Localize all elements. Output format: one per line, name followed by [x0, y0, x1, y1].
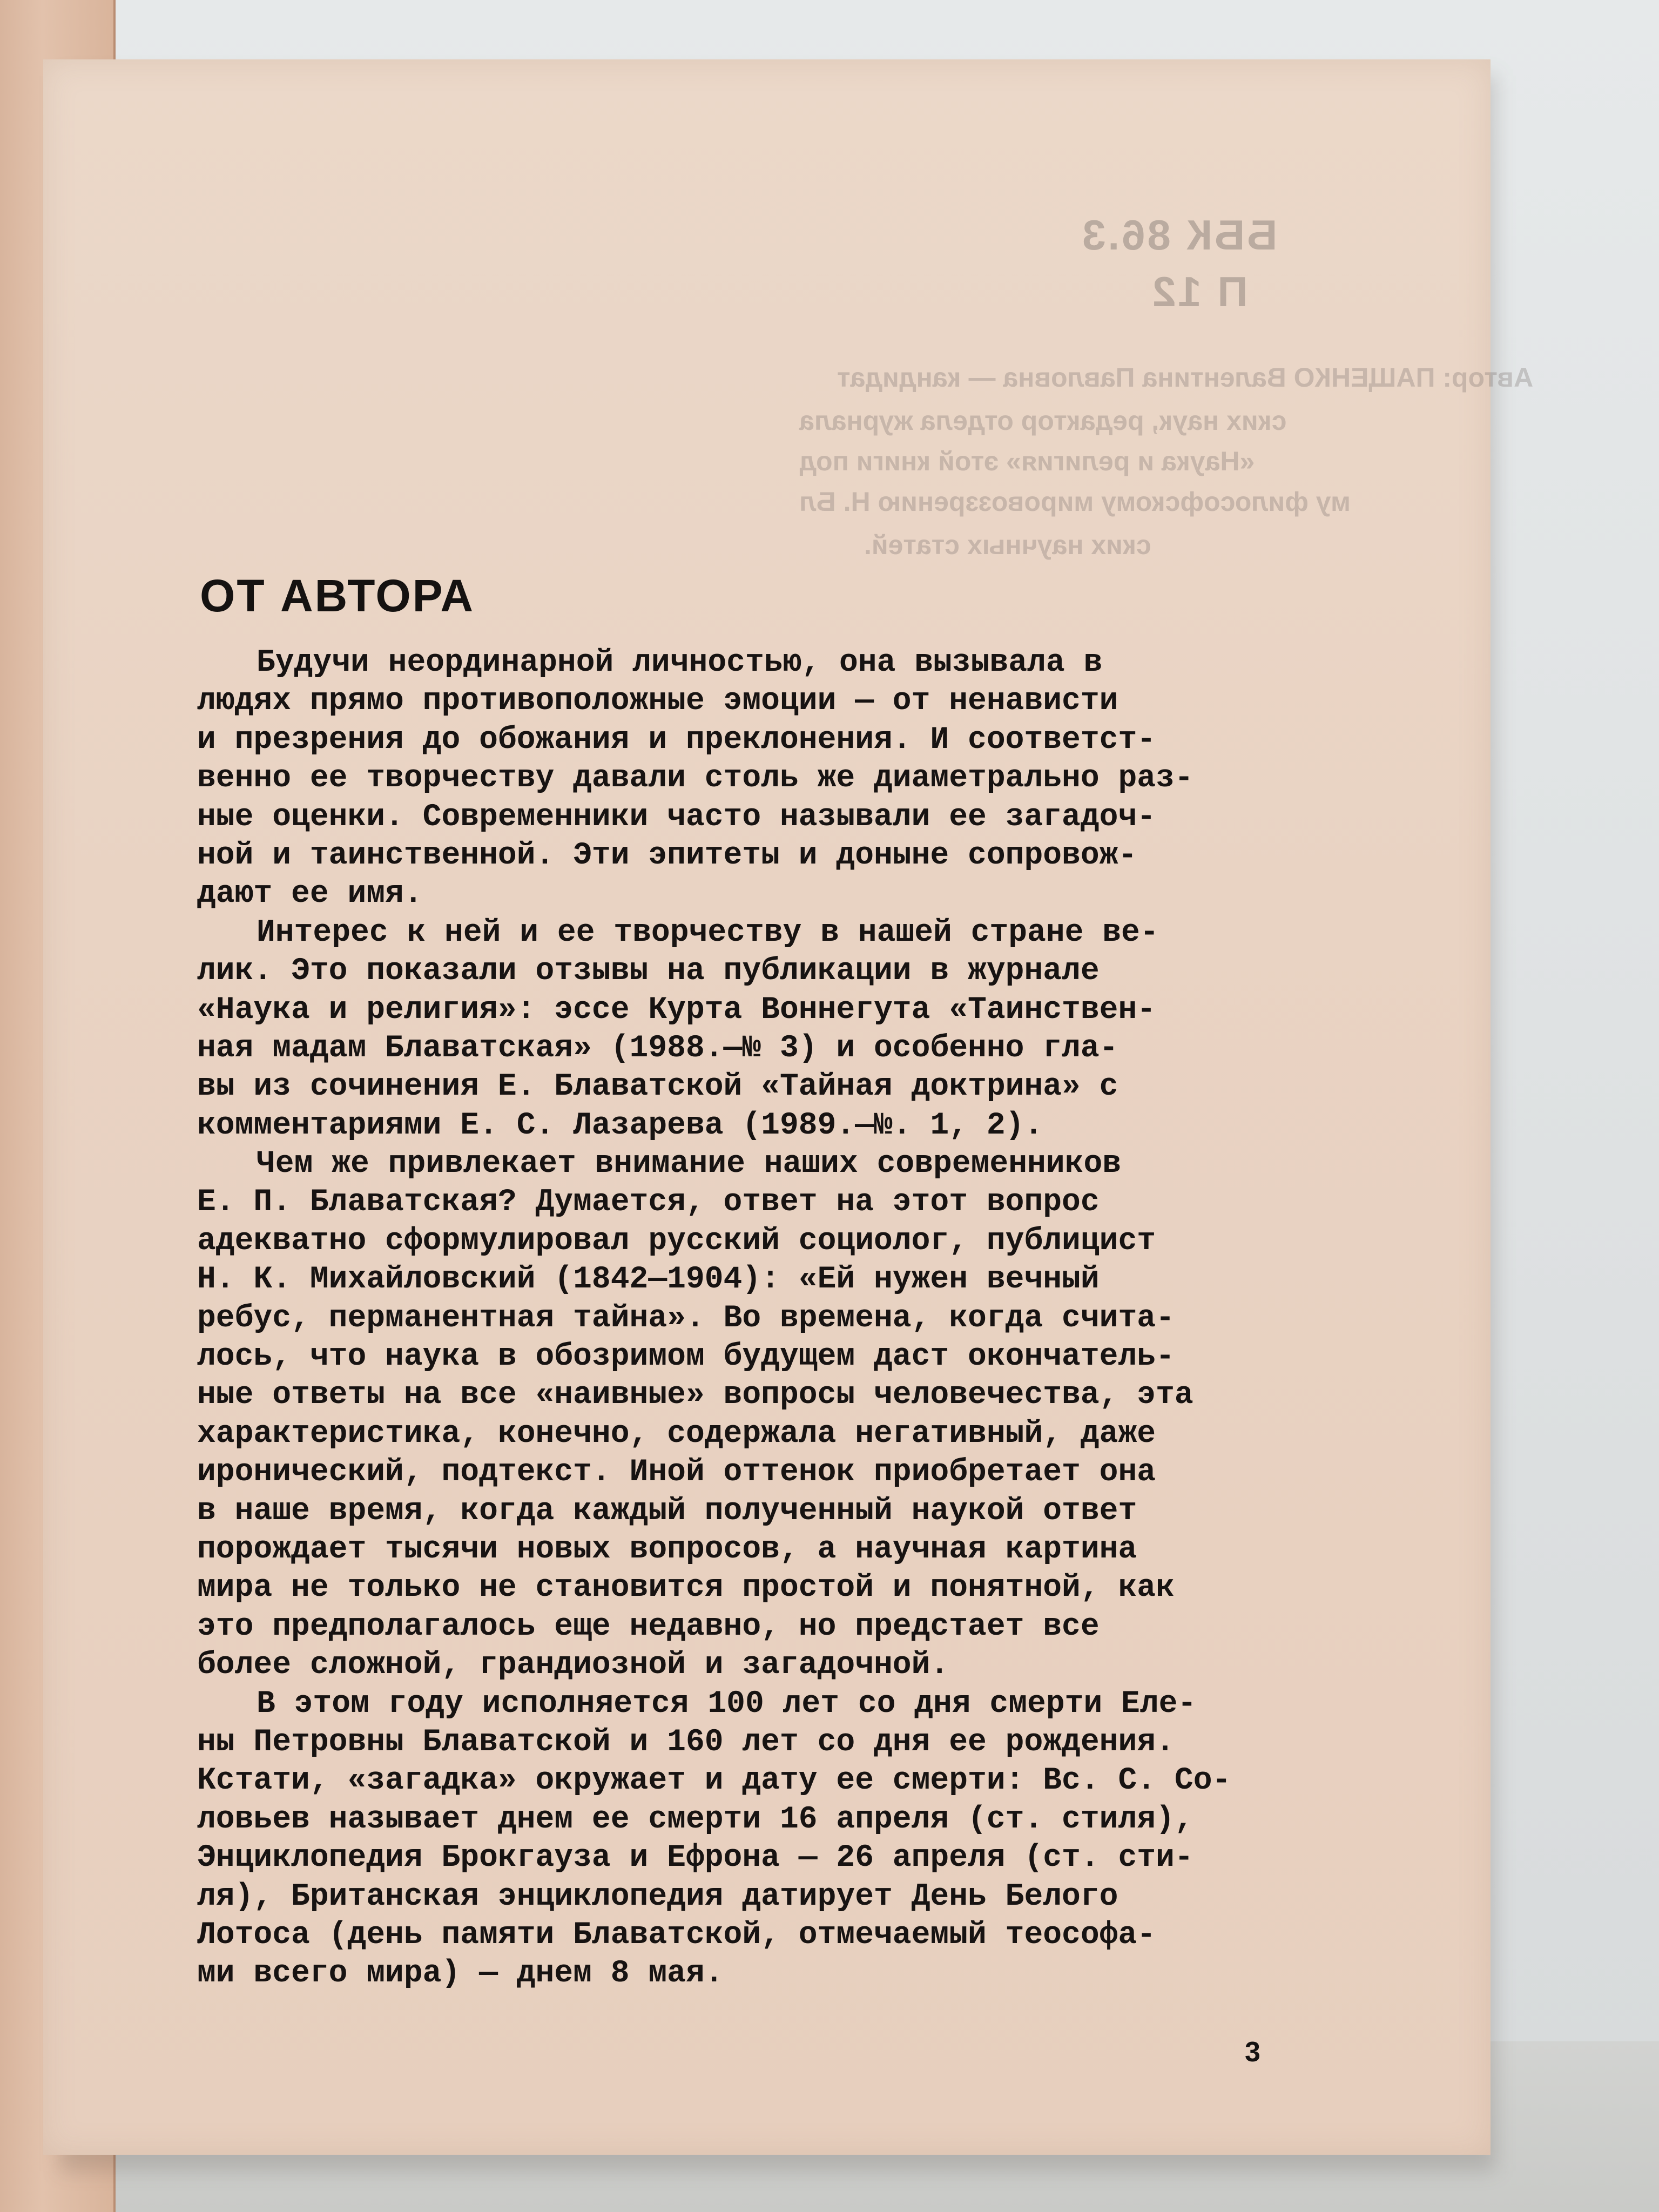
page-number: 3 [1245, 2036, 1260, 2068]
text-line: лось, что наука в обозримом будущем даст окончатель- [197, 1339, 1175, 1375]
paragraph-2 [197, 914, 1339, 1145]
ghost-code-line-1: ББК 86.3 [1080, 211, 1278, 259]
ghost-text-line: ских научных статей. [864, 530, 1151, 560]
text-line: ны Петровны Блаватской и 160 лет со дня ее рождения. [197, 1724, 1175, 1760]
text-line: ные оценки. Современники часто называли ее загадоч- [197, 799, 1156, 835]
text-line: Чем же привлекает внимание наших современников [257, 1147, 1122, 1182]
text-line: ми всего мира) — днем 8 мая. [197, 1956, 724, 1992]
ghost-code-line-2: П 12 [1150, 268, 1248, 315]
paragraph-3 [197, 1145, 1339, 1684]
ghost-text-line: Автор: ПАЩЕНКО Валентина Павловна — кандидат [837, 362, 1534, 393]
paragraph-1 [197, 644, 1339, 914]
text-line: лик. Это показали отзывы на публикации в журнале [197, 954, 1100, 989]
text-line: ные ответы на все «наивные» вопросы человечества, эта [197, 1378, 1193, 1413]
text-line: ловьев называет днем ее смерти 16 апреля (ст. стиля), [197, 1802, 1193, 1837]
text-line: Интерес к ней и ее творчеству в нашей стране ве- [257, 915, 1159, 950]
text-line: В этом году исполняется 100 лет со дня смерти Еле- [257, 1686, 1197, 1722]
text-line: Н. К. Михайловский (1842—1904): «Ей нужен вечный [197, 1262, 1100, 1298]
text-line: ная мадам Блаватская» (1988.—№ 3) и особенно гла- [197, 1030, 1118, 1066]
text-line: «Наука и религия»: эссе Курта Воннегута «Таинствен- [197, 992, 1156, 1028]
ghost-text-line: «Наука и религия» этой книги под [799, 446, 1255, 476]
text-line: адекватно сформулировал русский социолог, публицист [197, 1223, 1156, 1259]
text-line: и презрения до обожания и преклонения. И соответст- [197, 722, 1156, 758]
section-heading: ОТ АВТОРА [200, 570, 475, 621]
paragraph-4 [197, 1685, 1339, 1993]
ghost-text-line: му философскому мировоззрению Н. Бл [799, 487, 1351, 517]
text-line: порождает тысячи новых вопросов, а научная картина [197, 1532, 1137, 1567]
book-page [43, 59, 1534, 2155]
text-line: мира не только не становится простой и понятной, как [197, 1570, 1175, 1606]
text-line: Е. П. Блаватская? Думается, ответ на этот вопрос [197, 1185, 1100, 1220]
text-line: иронический, подтекст. Иной оттенок приобретает она [197, 1455, 1156, 1491]
text-line: более сложной, грандиозной и загадочной. [197, 1648, 949, 1683]
ghost-text-line: ских наук, редактор отдела журнала [799, 406, 1287, 436]
text-line: ля), Британская энциклопедия датирует День Белого [197, 1879, 1118, 1914]
text-line: это предполагалось еще недавно, но предстает все [197, 1609, 1100, 1644]
text-line: Будучи неординарной личностью, она вызывала в [257, 645, 1103, 680]
text-line: в наше время, когда каждый полученный наукой ответ [197, 1493, 1137, 1529]
text-line: Лотоса (день памяти Блаватской, отмечаемый теософа- [197, 1917, 1156, 1953]
text-line: характеристика, конечно, содержала негативный, даже [197, 1416, 1156, 1452]
text-line: дают ее имя. [197, 876, 423, 912]
text-line: ребус, перманентная тайна». Во времена, когда счита- [197, 1300, 1175, 1336]
text-line: Энциклопедия Брокгауза и Ефрона — 26 апреля (ст. сти- [197, 1840, 1193, 1876]
text-line: людях прямо противоположные эмоции — от ненависти [197, 684, 1118, 719]
body-text [197, 644, 1339, 1993]
text-line: комментариями Е. С. Лазарева (1989.—№. 1, 2). [197, 1108, 1043, 1143]
text-line: ной и таинственной. Эти эпитеты и доныне сопровож- [197, 838, 1137, 873]
text-line: вы из сочинения Е. Блаватской «Тайная доктрина» с [197, 1069, 1118, 1105]
text-line: венно ее творчеству давали столь же диаметрально раз- [197, 761, 1193, 797]
text-line: Кстати, «загадка» окружает и дату ее смерти: Вс. С. Со- [197, 1763, 1231, 1799]
